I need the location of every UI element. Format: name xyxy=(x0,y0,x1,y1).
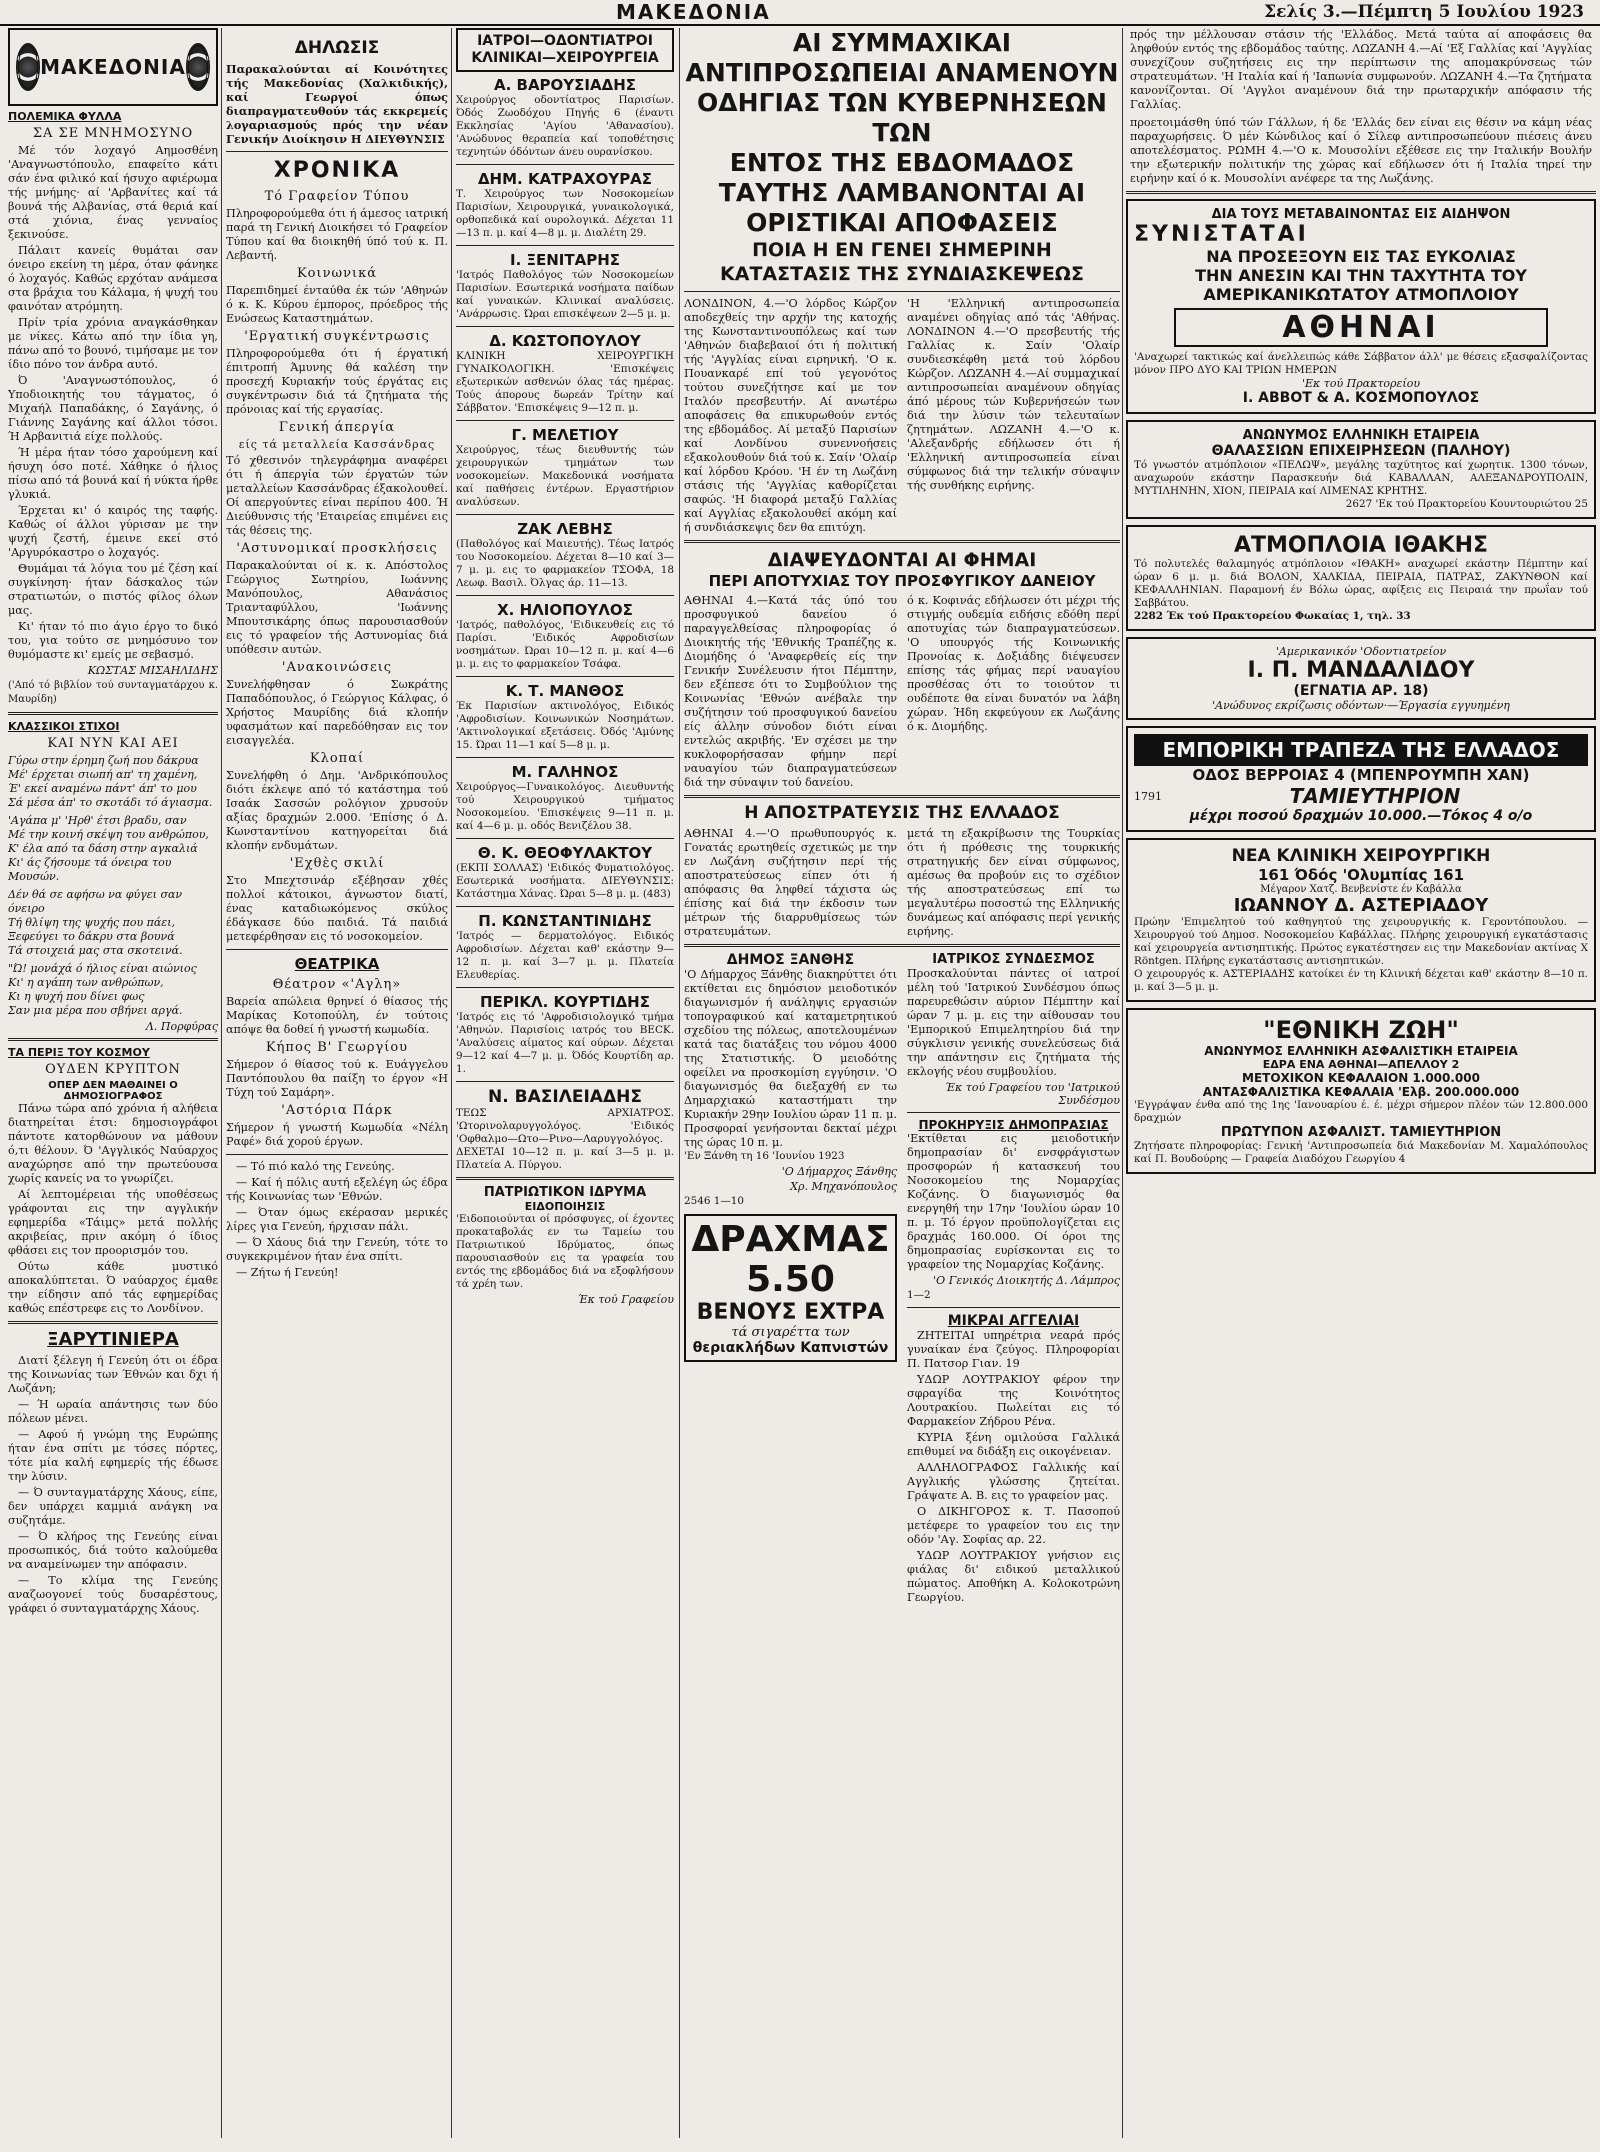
doctor-name: Α. ΒΑΡΟΥΣΙΑΔΗΣ xyxy=(493,76,637,94)
notice-reference: 2546 1—10 xyxy=(684,1195,744,1207)
ad-text: ΑΝΩΝΥΜΟΣ ΕΛΛΗΝΙΚΗ ΑΣΦΑΛΙΣΤΙΚΗ ΕΤΑΙΡΕΙΑ xyxy=(1204,1044,1518,1058)
doctor-details: 'Ιατρός Παθολόγος τών Νοσοκομείων Παρισίων. Εσωτερικά νοσήματα παίδων καί γυναικών. Κλινικαί αναλύσεις. 'Ανάρρωσις. Ώραι επισκέψεων 2—5 μ. μ. xyxy=(456,269,674,320)
column-4 xyxy=(684,28,1120,1607)
notice-body: 'Ο Δήμαρχος Ξάνθης διακηρύττει ότι εκτίθεται εις δημόσιον μειοδοτικόν διαγωνισμόν ή ανάληψις εργασιών τοπογραφικού καί καταμετρητικού σχεδίου της πόλεως, αποτελουμένων κατά τας διατάξεις του νόμου 4000 της Στατιστικής. Ό μειοδότης οφείλει να προσκομίση εγγύησιν. 'Ο διαγωνισμός θα διεξαχθή εν τω Δημαρχιακώ καταστήματι την Κυριακήν 29ην Ιουλίου ώραν 11 π. μ. Προσφοραί γενήσονται δεκταί μέχρι της ώρας 10 π. μ. xyxy=(684,968,897,1149)
ad-text: Μέγαρον Χατζ. Βενβενίστε έν Καβάλλα xyxy=(1260,884,1462,895)
poem-title: ΚΑΙ ΝΥΝ ΚΑΙ ΑΕΙ xyxy=(47,736,179,751)
ad-title: ΤΑΜΙΕΥΤΗΡΙΟΝ xyxy=(1289,784,1461,808)
doctor-details: Χειρούργος, τέως διευθυντής τών χειρουργικών τμημάτων των νοσοκομείων. Μακεδονικά νοσήματα καί παθήσεις έντέρων. Εργαστήριον αναλύσεων. xyxy=(456,444,674,508)
ad-text: ΝΑ ΠΡΟΣΕΞΟΥΝ ΕΙΣ ΤΑΣ ΕΥΚΟΛΙΑΣ xyxy=(1206,247,1516,266)
divider xyxy=(456,1081,674,1082)
divider xyxy=(456,838,674,839)
ithaki-ad xyxy=(1126,525,1596,631)
article-subtitle: ΟΠΕΡ ΔΕΝ ΜΑΘΑΙΝΕΙ Ο ΔΗΜΟΣΙΟΓΡΑΦΟΣ xyxy=(48,1080,178,1102)
main-subheadline: ΠΟΙΑ Η ΕΝ ΓΕΝΕΙ ΣΗΜΕΡΙΝΗ ΚΑΤΑΣΤΑΣΙΣ ΤΗΣ ΣΥΝΔΙΑΣΚΕΨΕΩΣ xyxy=(720,239,1084,285)
notice-signature: 'Ο Γενικός Διοικητής Δ. Λάμπρος xyxy=(933,1274,1120,1287)
column-3 xyxy=(456,28,674,1308)
section-label: ΠΟΛΕΜΙΚΑ ΦΥΛΛΑ xyxy=(8,110,122,123)
notice-title: ΙΑΤΡΙΚΟΣ ΣΥΝΔΕΣΜΟΣ xyxy=(932,952,1095,967)
news-body: Στο Μπεχτσινάρ εξέβησαν χθές πολλοί κάτοικοι, άγνωστον διατί, ένας καταδιωκόμενος σκύλος έδάγκασε δύο παιδιά. Τά παιδιά μετεφέρθησαν εις τό νοσοκομείον. xyxy=(226,874,448,943)
ad-text: ΜΕΤΟΧΙΚΟΝ ΚΕΦΑΛΑΙΟΝ 1.000.000 xyxy=(1242,1071,1480,1085)
news-subhead: 'Εχθὲς σκιλί xyxy=(289,856,385,871)
divider xyxy=(907,1112,1120,1113)
ad-text: θεριακλήδων Καπνιστών xyxy=(692,1340,889,1356)
divider xyxy=(456,164,674,165)
article-column: ΛΟΝΔΙΝΟΝ, 4.—'Ο λόρδος Κώρζον αποδεχθείς την αρχήν της κατοχής της Κωνσταντινουπόλεως καί των 'Αθηνών διαβεβαιοί ότι ή πολιτική τής 'Αγγλίας είναι ειρηνική. 'Ο κ. Πουανκαρέ επί τού γεγονότος τούτου συνεζήτησε καί με τον Ιταλόν πρεσβευτήν. Αί ανωτέρω αποφάσεις θα επικυρωθούν εντός της εβδομάδος. Αί μεταξύ Παρισίων καί Λονδίνου συνεννοήσεις εξακολουθούν διά τού κ. Σαίν 'Ολαίρ καί λόρδου Κρόου. 'Η έν τη Λωζάνη στάσις τής 'Αγγλίας καθορίζεται σαφώς. 'Η διαφορά μεταξύ Γαλλίας καί Αγγλίας εξακολουθεί ακόμη καί ή συνδιάσκεψις δεν θα επιτύχη. xyxy=(684,297,897,534)
poem-author: Λ. Πορφύρας xyxy=(145,1020,218,1033)
divider xyxy=(456,420,674,421)
doctor-details: Χειρούργος οδοντίατρος Παρισίων. Όδός Ζωοδόχου Πηγής 6 (έναντι Εκκλησίας 'Αγίου 'Αθανασίου). 'Ανώδυνος θεραπεία καί τοποθέτησις τεχνητών όδόντων άνευ ουρανίσκου. xyxy=(456,94,674,158)
demobilization-article xyxy=(684,827,1120,939)
doctor-details: 'Ιατρός — δερματολόγος. Ειδικός Αφροδισίων. Δέχεται καθ' εκάστην 9—12 π. μ. καί 3—7 μ. μ. Πλατεία Ελευθερίας. xyxy=(456,930,674,981)
ad-text: 2627 'Εκ τού Πρακτορείου Κουντουριώτου 25 xyxy=(1345,498,1588,510)
article-headline: ΔΙΑΨΕΥΔΟΝΤΑΙ ΑΙ ΦΗΜΑΙ xyxy=(767,549,1037,571)
article-note: ('Από τό βιβλίον τού συνταγματάρχου κ. Μαυρίδη) xyxy=(8,680,218,705)
logo-title: ΜΑΚΕΔΟΝΙΑ xyxy=(40,55,186,79)
divider xyxy=(8,1038,218,1041)
article-column: ό κ. Κοφινάς εδήλωσεν ότι μέχρι τής στιγμής ουδεμία ειδήσις εδόθη περί αποτυχίας τών διαπραγματεύσεων. 'Ο υπουργός τής Κοινωνικής Προνοίας κ. Δοξιάδης διέψευσεν επίσης τάς φήμας περί ναυαγίου προσθέσας ότι το τοιούτον τι ουδέποτε θα είναι δυνατόν να λάβη χώραν. Ήδη εκφεύγουν εκ Λωζάνης ό κ. Διομήδης. xyxy=(907,594,1120,733)
main-article xyxy=(684,297,1120,535)
shipping-company-ad xyxy=(1126,420,1596,519)
main-headline: ΑΙ ΣΥΜΜΑΧΙΚΑΙ ΑΝΤΙΠΡΟΣΩΠΕΙΑΙ ΑΝΑΜΕΝΟΥΝ ΟΔΗΓΙΑΣ ΤΩΝ ΚΥΒΕΡΝΗΣΕΩΝ ΤΩΝ xyxy=(685,28,1119,147)
divider xyxy=(226,1154,448,1155)
divider xyxy=(8,712,218,715)
ad-text: ΕΔΡΑ ΕΝΑ ΑΘΗΝΑΙ—ΑΠΕΛΛΟΥ 2 xyxy=(1262,1058,1460,1071)
divider xyxy=(456,326,674,327)
doctor-name: Γ. ΜΕΛΕΤΙΟΥ xyxy=(511,426,619,444)
ad-text: 'Ανώδυνος εκρίζωσις οδόντων·—Έργασία εγγυημένη xyxy=(1212,699,1510,712)
article-column: πρός την μέλλουσαν στάσιν τής 'Ελλάδος. Μετά ταύτα αί αποφάσεις θα ληφθούν εντός της εβδομάδος ταύτης. ΛΩΖΑΝΗ 4.—Αί 'Εξ Γαλλίας καί 'Αγγλίας συνεχίζουν συζητήσεις εις την περίπτωσιν της απομακρύνσεως τών στρατευμάτων. 'Η Ιταλία καί ή 'Ιαπωνία συμφωνούν. ΛΩΖΑΝΗ 4.—Τα ζητήματα κανονίζονται. Οί 'Αγγλοι αναμένουν διά την πρωταρχικήν απόφασιν τής Γαλλίας. xyxy=(1130,28,1592,111)
doctor-name: Χ. ΗΛΙΟΠΟΥΛΟΣ xyxy=(497,601,633,619)
section-title: ΘΕΑΤΡΙΚΑ xyxy=(294,955,380,973)
ad-title: Ι. Π. ΜΑΝΔΑΛΙΔΟΥ xyxy=(1247,658,1475,683)
section-label: ΚΛΑΣΣΙΚΟΙ ΣΤΙΧΟΙ xyxy=(8,720,120,733)
doctor-name: Θ. Κ. ΘΕΟΦΥΛΑΚΤΟΥ xyxy=(477,844,653,862)
doctor-name: Π. ΚΩΝΣΤΑΝΤΙΝΙΔΗΣ xyxy=(478,912,652,930)
article-subheadline: ΠΕΡΙ ΑΠΟΤΥΧΙΑΣ ΤΟΥ ΠΡΟΣΦΥΓΙΚΟΥ ΔΑΝΕΙΟΥ xyxy=(708,572,1096,590)
notice-body: Προσκαλούνται πάντες οί ιατροί μέλη τού 'Ιατρικού Συνδέσμου όπως παρευρεθώσιν αύριον Πέμπτην καί ώραν 7 μ. μ. εις την αίθουσαν του 'Εμπορικού Επιμελητηρίου διά την σύγκλισιν γενικής συνελεύσεως διά την απάντησιν εις ζητήματα τής εκλογής νέου συμβουλίου. xyxy=(907,967,1120,1078)
notice-title: ΔΗΛΩΣΙΣ xyxy=(294,38,380,58)
ad-reference: 1791 xyxy=(1134,789,1162,803)
article-column: 'Η 'Ελληνική αντιπροσωπεία αναμένει οδηγίας από τάς 'Αθήνας. ΛΟΝΔΙΝΟΝ 4.—'Ο πρεσβευτής τής Γαλλίας κ. Σαίν 'Ολαίρ συνδιεσκέφθη μετά τού λόρδου Κώρζον. ΛΩΖΑΝΗ 4.—Αί συμμαχικαί αντιπροσωπείαι αναμένουν οδηγίας άπό μέρους τών Κυβερνήσεών των διά την λύσιν τών τελευταίων ζητημάτων. ΛΩΖΑΝΗ 4.—'Ο κ. 'Αλεξανδρής εδήλωσεν ότι ή 'Ελληνική αντιπροσωπεία είναι σύμφωνος διά την τελικήν σύναψιν τής συνθήκης ειρήνης. xyxy=(907,297,1120,492)
ad-title: ΘΑΛΑΣΣΙΩΝ ΕΠΙΧΕΙΡΗΣΕΩΝ (ΠΑΛΗΟΥ) xyxy=(1211,443,1511,459)
doctor-listing xyxy=(456,76,674,1172)
notice-subtitle: ΕΙΔΟΠΟΙΗΣΙΣ xyxy=(524,1200,606,1213)
article-column: μετά τη εξακρίβωσιν της Τουρκίας ότι ή πρόθεσις της τουρκικής στρατηγικής δεν είναι σύμφωνος, αμέσως θα προβούν εις το σχέδιον τής αποστρατεύσεως επί τω μεγαλυτέρω ποσοστώ της Ελληνικής δυνάμεως καί απόφασις περί γενικής ειρήνης. xyxy=(907,827,1120,938)
news-body: Συνελήφθη ό Δημ. 'Ανδρικόπουλος διότι έκλεψε από τό κατάστημα τού Ισαάκ Σασσών ρολόγιον χρυσούν αξίας δραχμών 2.000. 'Επίσης ό Δ. Κωνσταντίνου κατηγορείται διά κλοπήν ενδυμάτων. xyxy=(226,769,448,852)
news-subhead: Θέατρον «'Αγλη» xyxy=(272,977,402,992)
news-body: Παρακαλούνται οί κ. κ. Απόστολος Γεώργιος Σωτηρίου, Ιωάννης Μανόπουλος, Αθανάσιος Τριανταφύλλου, 'Ιωάννης Μπουτσικάρης όπως παρουσιασθούν εις τό γραφείον τής Αστυνομίας διά υπόθεσιν αυτών. xyxy=(226,559,448,656)
news-body: Σήμερον ό θίασος τού κ. Ευάγγελου Παντόπουλου θα παίξη το έργον «Η Τύχη τού Σαμάρη». xyxy=(226,1058,448,1099)
doctor-details: (Παθολόγος καί Μαιευτής). Τέως Ιατρός του Νοσοκομείου. Δέχεται 8—10 καί 3—7 μ. μ. εις το φαρμακείον ΤΣΟΦΑ, 18 Λεωφ. Βασιλ. Όλγας άρ. 11—13. xyxy=(456,538,674,589)
poem-body: Γύρω στην έρημη ζωή που δάκρυα Μέ' έρχεται σιωπή απ' τη χαμένη, Έ' εκεί αναμένω πάντ' άπ' το μου Σά μέσα άπ' το σκοτάδι τό άγιασμα. 'Αγάπα μ' 'Ηρθ' έτσι βραδυ, σαν Μέ την κοινή σκέψη του ανθρώπου, Κ' έλα από τα δάση στην αγκαλιά Κι' άς ζήσουμε τά όνειρα του Μουσών. Δέν θά σε αφήσω να φύγει σαν όνειρο Τή θλίψη της ψυχής που πάει, Ξεφεύγει το δάκρυ στα βουνά Τά στοιχειά μας στα σκοτεινά. "Ώ! μονάχά ό ήλιος είναι αιώνιος Κι' η αγάπη των ανθρώπων, Κι η ψυχή που δίνει φως Σαν μια μέρα που σβήνει αργά. xyxy=(8,754,213,1017)
divider xyxy=(456,906,674,907)
ad-title: ΣΥΝΙΣΤΑΤΑΙ xyxy=(1134,222,1309,247)
article-title: ΞΑΡΥΤΙΝΙΕΡΑ xyxy=(47,1329,179,1350)
doctor-details: ΚΛΙΝΙΚΗ ΧΕΙΡΟΥΡΓΙΚΗ ΓΥΝΑΙΚΟΛΟΓΙΚΗ. 'Επισκέψεις εξωτερικών ασθενών όλας τάς ημέρας. Τούς άπορους δωρεάν Τρίτην καί Σάββατον. 'Επισκέψεις 9—12 π. μ. xyxy=(456,350,674,414)
lower-notices xyxy=(684,952,1120,1607)
ship-ad-athinai xyxy=(1126,199,1596,414)
news-body: Συνελήφθησαν ό Σωκράτης Παπαδόπουλος, ό Γεώργιος Κάλφας, ό Χρήστος Μαυρίδης διά κλοπήν υφασμάτων καί παρεδόθησαν εις τον εισαγγελέα. xyxy=(226,678,448,747)
article-body: Διατί ξέλεγη ή Γενεύη ότι οι έδρα της Κοινωνίας των Έθνών και δχι ή Λωζάνη; — Ή ωραία απάντησις των δύο πόλεων μένει. — Αφού ή γνώμη της Ευρώπης ήταν ένα σπίτι με τόσες πόρτες, τότε μία καλή εφημερίς τής έδωσε την λύσιν. — Ό συνταγματάρχης Χάους, είπε, δεν υπάρχει καμμιά ανάγκη να συζητάμε. — Ό κλήρος της Γενεύης είναι προσωπικός, διά τούτο καλούμεθα να αναμείνωμεν την απόφασιν. — Το κλίμα της Γενεύης αναζωογονεί τούς δυσαρέστους, γράφει ό συνταγματάρχης Χάους. xyxy=(8,1354,218,1615)
ad-text: 'Εκ τού Πρακτορείου xyxy=(1301,377,1421,390)
news-subhead: 'Ανακοινώσεις xyxy=(281,660,393,675)
news-subhead: Κλοπαί xyxy=(309,751,365,766)
article-title: ΣΑ ΣΕ ΜΝΗΜΟΣΥΝΟ xyxy=(32,126,194,141)
article-body: — Τό πιό καλό της Γενεύης. — Καί ή πόλις αυτή εξελέγη ώς έδρα τής Κοινωνίας των 'Εθνών. — Όταν όμως εκέρασαν μερικές λίρες για Γενεύη, ήρχισαν πάλι. — Ό Χάους διά την Γενεύη, τότε το συγκεκριμένον ήταν ένα σπίτι. — Ζήτω ή Γενεύη! xyxy=(226,1160,448,1279)
news-body: Παρεπιδημεί ένταύθα έκ τών 'Αθηνών ό κ. Κ. Κύρου έμπορος, πρόεδρος τής Ενώσεως Καταστημάτων. xyxy=(226,284,448,325)
ad-text: (ΕΓΝΑΤΙΑ ΑΡ. 18) xyxy=(1293,683,1429,699)
insurance-ad xyxy=(1126,1008,1596,1174)
doctor-name: Ι. ΞΕΝΙΤΑΡΗΣ xyxy=(510,251,620,269)
ad-title: ΑΝΩΝΥΜΟΣ ΕΛΛΗΝΙΚΗ ΕΤΑΙΡΕΙΑ xyxy=(1242,428,1480,443)
divider xyxy=(456,757,674,758)
news-body: Σήμερον ή γνωστή Κωμωδία «Νέλη Ραφέ» διά χορού έργων. xyxy=(226,1121,448,1148)
column-2 xyxy=(226,28,448,1282)
divider xyxy=(226,151,448,152)
ad-text: 'Αναχωρεί τακτικώς καί άνελλειπώς κάθε Σάββατον άλλ' με θέσεις εξασφαλίζοντας μόνον ΠΡΟ ΔΥΟ ΚΑΙ ΤΡΙΩΝ ΗΜΕΡΩΝ xyxy=(1134,351,1588,376)
doctor-name: Κ. Τ. ΜΑΝΘΟΣ xyxy=(505,682,625,700)
news-subhead: 'Αστόρια Πάρκ xyxy=(281,1103,393,1118)
ad-text: Ζητήσατε πληροφορίας: Γενική 'Αντιπροσωπεία διά Μακεδονίαν Μ. Χαμαλόπουλος καί Π. Βουδούρης — Γραφεία Διαδόχου Γεωργίου 4 xyxy=(1134,1140,1588,1165)
ad-text: Πρώην 'Επιμελητού τού καθηγητού της χειρουργικής κ. Γεροντόπουλου. —Χειρουργού τού Δημοσ. Νοσοκομείου Καβάλλας. Πλήρης χειρουργική εγκατάστασις καί χειρουργεία αντισηπτικής. Πρώτος εγκατέστησεν εις την Μακεδονίαν ακτίνας Χ Röntgen. Πλήρης εγκατάστασις αντισηπτικών. xyxy=(1134,916,1588,967)
column-1 xyxy=(8,28,218,1618)
ad-title: ΝΕΑ ΚΛΙΝΙΚΗ ΧΕΙΡΟΥΡΓΙΚΗ xyxy=(1231,846,1491,866)
doctors-header: ΙΑΤΡΟΙ—ΟΔΟΝΤΙΑΤΡΟΙ ΚΛΙΝΙΚΑΙ—ΧΕΙΡΟΥΡΓΕΙΑ xyxy=(456,28,674,72)
doctor-details: 'Ιατρός εις τό 'Αφροδισιολογικό τμήμα 'Αθηνών. Παρισίοις ιατρός του BECK. 'Αναλύσεις αίματος καί ούρων. Δέχεται 9—12 καί 4—7 μ. μ. Όδός Κουρτίδη αρ. 1. xyxy=(456,1011,674,1075)
ad-text: ΤΗΝ ΑΝΕΣΙΝ ΚΑΙ ΤΗΝ ΤΑΧΥΤΗΤΑ ΤΟΥ xyxy=(1195,266,1527,285)
section-title: ΧΡΟΝΙΚΑ xyxy=(273,158,401,183)
emblem-icon xyxy=(16,43,40,91)
cigarette-ad xyxy=(684,1214,897,1362)
news-subhead: είς τά μεταλλεία Κασσάνδρας xyxy=(238,438,436,451)
denial-article xyxy=(684,594,1120,790)
divider xyxy=(684,291,1120,292)
news-subhead: Τό Γραφείον Τύπου xyxy=(264,189,410,204)
divider xyxy=(456,1177,674,1180)
ad-price: ΔΡΑΧΜΑΣ 5.50 xyxy=(691,1219,890,1300)
article-headline: Η ΑΠΟΣΤΡΑΤΕΥΣΙΣ ΤΗΣ ΕΛΛΑΔΟΣ xyxy=(744,803,1060,823)
ad-text: ΠΡΩΤΥΠΟΝ ΑΣΦΑΛΙΣΤ. ΤΑΜΙΕΥΤΗΡΙΟΝ xyxy=(1220,1125,1502,1140)
news-subhead: Κοινωνικά xyxy=(296,266,378,281)
divider xyxy=(456,595,674,596)
masthead-name: ΜΑΚΕΔΟΝΙΑ xyxy=(616,0,771,24)
article-body: Μέ τόν λοχαγό Αημοσθένη 'Αναγνωστόπουλο, επαφείτο κάτι σάν ένα φιλικό καί ήσυχο αφιέρωμα τής μνήμης· αί 'Αρβανίτες καί τά βουνά τής Αλβανίας, στά θεριά καί στά χιόνια, ένας γενναίος ξεκινούσε. Πάλαιτ κανείς θυμάται σαν όνειρο εκείνη τη μέρα, όταν φάνηκε ό λοχαγός. Καθώς ερχόταν ανάμεσα στα βράχια του Κάλαμα, ή ψυχή του φαινόταν ατρόμητη. Πρίν τρία χρόνια αναγκάσθηκαν με νίκες. Κάτω από την ίδια γη, πάνω από το βουνό, τιμήσαμε με τον ίδιο πόνο τον άνδρα αυτό. Ό 'Αναγνωστόπουλος, ό Υποδιοικητής του τάγματος, ό Μιχαήλ Παπαδάκης, ό Σαγάνης, ό Γιάννης Σαγάνης καί άλλοι τόσοι. Ή Αρβανιτιά είχε πολλούς. Ή μέρα ήταν τόσο χαρούμενη καί ήσυχη όσο ποτέ. Χάθηκε ό ήλιος πίσω από τά βουνά καί ή νύκτα ήρθε γλυκιά. Έρχεται κι' ό καιρός της ταφής. Καθώς οί άλλοι γύρισαν με την ψυχή ζεστή, έμεινε εκεί στό 'Αργυρόκαστρο ο λοχαγός. Θυμάμαι τά λόγια του μέ ζέση καί συγκίνηση· ήταν δάσκαλος τών στρατιωτών, ο πιστός φίλος όλων μας. Κι' ήταν τό πιο άγιο έργο το δικό του, για τούτο σε μνημόσυνο τον θυμόμαστε κι' εμείς με σεβασμό. xyxy=(8,144,218,661)
notice-signature: 'Ο Δήμαρχος Ξάνθης xyxy=(781,1165,897,1178)
news-body: Τό χθεσινόν τηλεγράφημα αναφέρει ότι ή άπεργία τών έργατών τών μεταλλείων Κασσάνδρας έξακολουθεί. Οί απεργούντες είναι περίπου 400. Ή Διεύθυνσις τής 'Εταιρείας επιμένει εις τάς θέσεις της. xyxy=(226,454,448,537)
ad-text: Τό πολυτελές θαλαμηγός ατμόπλοιον «ΙΘΑΚΗ» αναχωρεί εκάστην Πέμπτην καί ώραν 6 μ. μ. διά ΒΟΛΟΝ, ΧΑΛΚΙΔΑ, ΠΕΙΡΑΙΑ, ΠΑΤΡΑΣ, ΖΑΚΥΝΘΟΝ καί ΚΕΦΑΛΛΗΝΙΑΝ. Παραμονή έν Βόλω ώρας, αφίξεις εις Πειραιά την πρωΐαν τού Σαββάτου. xyxy=(1134,558,1588,609)
doctor-details: ΤΕΩΣ ΑΡΧΙΑΤΡΟΣ. 'Ωτορινολαρυγγολόγος. 'Ειδικός 'Οφθαλμο—Ωτο—Ρινο—Λαρυγγολόγος. ΔΕΧΕΤΑΙ 10—12 π. μ. καί 3—5 μ. μ. Πλατεία Α. Πύργου. xyxy=(456,1107,674,1171)
notice-title: ΠΑΤΡΙΩΤΙΚΟΝ ΙΔΡΥΜΑ xyxy=(483,1185,647,1200)
ad-text: ΟΔΟΣ ΒΕΡΡΟΙΑΣ 4 (ΜΠΕΝΡΟΥΜΠΗ ΧΑΝ) xyxy=(1192,766,1530,784)
ad-text: ΑΝΤΑΣΦΑΛΙΣΤΙΚΑ ΚΕΦΑΛΑΙΑ 'Ελβ. 200.000.000 xyxy=(1202,1085,1520,1099)
news-body: Βαρεία απώλεια θρηνεί ό θίασος τής Μαρίκας Κοτοπούλη, έν τούτοις απόψε θα δοθεί ή γνωστή κωμωδία. xyxy=(226,995,448,1036)
article-column: ΑΘΗΝΑΙ 4.—Κατά τάς ύπό του προσφυγικού δανείου ό παραγγελθείσας πληροφορίας ό Διοικητής τής 'Εθνικής Τραπέζης κ. Διομήδης ό 'Αναφερθείς είς την Γενικήν Συνέλευσιν ήτοι Πέμπτην, δεν εξέπεσε ότι το Συμβούλιον της Κοινωνίας 'Εθνών ανέβαλε την συζήτησιν τού προσφυγικού δανείου είς άλλην σύνοδον διότι είναι εντελώς ακριβής. 'Εν σχέσει με την κυκλοφορήσασαν φήμην περί ναυαγίου τών διαπραγματεύσεων διά την σύναψιν τού δανείου. xyxy=(684,594,897,789)
divider xyxy=(456,676,674,677)
masthead-date: Σελίς 3.—Πέμπτη 5 Ιουλίου 1923 xyxy=(1264,2,1584,22)
ship-name: ΑΘΗΝΑΙ xyxy=(1174,308,1548,347)
ad-title: ΕΜΠΟΡΙΚΗ ΤΡΑΠΕΖΑ ΤΗΣ ΕΛΛΑΔΟΣ xyxy=(1134,734,1588,766)
article-body: Πάνω τώρα από χρόνια ή αλήθεια διατηρείται έτσι: δημοσιογράφοι πάντοτε κατορθώνουν να μάθουν ό,τι θέλουν. Ό 'Αγγλικός Ναύαρχος αναχώρησε από την πρωτεύουσα χωρίς κανείς να το γνωρίζει. Αί λεπτομέρειαι τής υποθέσεως γράφονται εις την αγγλικήν εφημερίδα «Τάιμς» μετά πολλής ακριβείας, πριν ακόμη ό ίδιος φθάσει εις τον προορισμόν του. Ούτω κάθε μυστικό αποκαλύπτεται. Ό ναύαρχος έμαθε την είδησιν από τάς εφημερίδας καθώς επέστρεφε εις το Λονδίνον. xyxy=(8,1102,218,1315)
section-label: ΤΑ ΠΕΡΙΞ ΤΟΥ ΚΟΣΜΟΥ xyxy=(8,1046,150,1059)
article-column: προετοιμάσθη ύπό τών Γάλλων, ή δε 'Ελλάς δεν είναι εις θέσιν να κάμη νέας παραχωρήσεις. Ό μέν Κώνδιλος καί ό Σίλεφ αντιπροσωπεύουν πιέσεις άνευ αποτελέσματος. ΡΩΜΗ 4.—'Ο κ. Μουσολίνι εξέθεσε εις την Ιταλικήν Βουλήν την εξωτερικήν πολιτικήν της χώρας καί εδήλωσεν ότι ή Ιταλία τηρεί την ειρήνην καί ό κ. Μουσολίνι ανέφερε τα της Λωζάνης. xyxy=(1130,116,1592,185)
logo-banner xyxy=(8,28,218,106)
ad-text: μέχρι ποσού δραχμών 10.000.—Τόκος 4 ο/ο xyxy=(1189,808,1533,824)
ad-text: ΑΜΕΡΙΚΑΝΙΚΩΤΑΤΟΥ ΑΤΜΟΠΛΟΙΟΥ xyxy=(1203,285,1519,304)
notice-signature: Έκ τού Γραφείου του 'Ιατρικού Συνδέσμου xyxy=(945,1081,1120,1107)
column-divider xyxy=(679,28,680,2138)
ad-text: Ο χειρουργός κ. ΑΣΤΕΡΙΑΔΗΣ κατοίκει έν τη Κλινική δέχεται καθ' εκάστην 8—10 π. μ. καί 3—5 μ. μ. xyxy=(1134,968,1588,993)
doctor-details: Έκ Παρισίων ακτινολόγος, Ειδικός 'Αφροδισίων. Κοινωνικών Νοσημάτων. 'Ακτινολογικαί εξετάσεις. Όδός 'Αμύνης 15. Ώραι 11—1 καί 5—8 μ. μ. xyxy=(456,700,674,751)
ad-text: τά σιγαρέττα των xyxy=(731,1325,850,1340)
notice-title: ΠΡΟΚΗΡΥΞΙΣ ΔΗΜΟΠΡΑΣΙΑΣ xyxy=(918,1118,1109,1132)
divider xyxy=(456,514,674,515)
divider xyxy=(226,949,448,950)
divider xyxy=(456,987,674,988)
doctor-details: Χειρούργος—Γυναικολόγος. Διευθυντής τού Χειρουργικού τμήματος Νοσοκομείου. 'Επισκέψεις 9—11 π. μ. καί 4—6 μ. μ. οδός Βενιζέλου 38. xyxy=(456,781,674,832)
doctor-details: 'Ιατρός, παθολόγος, 'Ειδικευθείς εις τό Παρίσι. 'Ειδικός Αφροδισίων νοσημάτων. Ώραι 10—12 π. μ. καί 4—6 μ. μ. εις το φαρμακείον Τσάφα. xyxy=(456,619,674,670)
doctor-name: ΠΕΡΙΚΛ. ΚΟΥΡΤΙΔΗΣ xyxy=(480,993,650,1011)
article-title: ΟΥΔΕΝ ΚΡΥΠΤΟΝ xyxy=(45,1062,181,1077)
emblem-icon xyxy=(186,43,210,91)
masthead xyxy=(0,0,1600,26)
ad-text: 'Εγγράψαν ένθα από της 1ης 'Ιανουαρίου έ. έ. μέχρι σήμερον πλέον τών 12.800.000 δραχμών xyxy=(1134,1099,1588,1124)
divider xyxy=(684,795,1120,798)
doctor-name: ΖΑΚ ΛΕΒΗΣ xyxy=(517,520,613,538)
classifieds-title: ΜΙΚΡΑΙ ΑΓΓΕΛΙΑΙ xyxy=(947,1313,1080,1329)
ad-text: 161 Όδός 'Ολυμπίας 161 xyxy=(1257,866,1465,884)
bank-ad xyxy=(1126,726,1596,832)
divider xyxy=(456,245,674,246)
main-headline: ΕΝΤΟΣ ΤΗΣ ΕΒΔΟΜΑΔΟΣ ΤΑΥΤΗΣ ΛΑΜΒΑΝΟΝΤΑΙ ΑΙ ΟΡΙΣΤΙΚΑΙ ΑΠΟΦΑΣΕΙΣ xyxy=(718,148,1086,237)
dentist-ad xyxy=(1126,637,1596,720)
news-subhead: 'Αστυνομικαί προσκλήσεις xyxy=(236,541,438,556)
notice-date: 'Εν Ξάνθη τη 16 'Ιουνίου 1923 xyxy=(684,1150,845,1162)
notice-signature: Έκ τού Γραφείου xyxy=(577,1293,674,1306)
divider xyxy=(684,944,1120,947)
article-column: ΑΘΗΝΑΙ 4.—'Ο πρωθυπουργός κ. Γονατάς ερωτηθείς σχετικώς με την εν Λωζάνη συζήτησιν περί τής αποστρατεύσεως είπεν ότι ή απόφασις θα ληφθεί τάχιστα ώς έπίσης καί διά την έκδοσιν των μέτρων τής διαρρυθμίσεως τών στρατευμάτων. xyxy=(684,827,897,938)
ad-label: ΔΙΑ ΤΟΥΣ ΜΕΤΑΒΑΙΝΟΝΤΑΣ ΕΙΣ ΑΙΔΗΨΟΝ xyxy=(1211,207,1511,222)
notice-reference: 1—2 xyxy=(907,1289,931,1301)
doctor-name: Δ. ΚΩΣΤΟΠΟΥΛΟΥ xyxy=(489,332,641,350)
notice-signature: Χρ. Μηχανόπουλος xyxy=(790,1180,897,1193)
divider xyxy=(1126,191,1596,194)
agency-name: Ι. ABBOT & A. ΚΟΣΜΟΠΟΥΛΟΣ xyxy=(1242,390,1480,406)
doctor-details: Τ. Χειρούργος των Νοσοκομείων Παρισίων, Χειρουργικά, γυναικολογικά, ορθοπεδικά καί ουρολογικά. Δέχεται 11—13 π. μ. καί 4—8 μ. μ. Διαλέτη 29. xyxy=(456,188,674,239)
divider xyxy=(684,540,1120,543)
ad-title: "ΕΘΝΙΚΗ ΖΩΗ" xyxy=(1263,1016,1459,1044)
divider xyxy=(8,1321,218,1324)
news-subhead: Γενική άπεργία xyxy=(278,420,396,435)
ad-text: Τό γνωστόν ατμόπλοιον «ΠΕΛΩΨ», μεγάλης ταχύτητος καί χωρητικ. 1300 τόνων, αναχωρούν εκάστην Παρασκευήν διά ΚΑΒΑΛΛΑΝ, ΑΛΕΞΑΝΔΡΟΥΠΟΛΙΝ, ΜΥΤΙΛΗΝΗΝ, ΧΙΟΝ, ΠΕΙΡΑΙΑ καί ΛΙΜΕΝΑΣ ΚΡΗΤΗΣ. xyxy=(1134,459,1588,497)
news-subhead: 'Εργατική συγκέντρωσις xyxy=(244,329,430,344)
notice-body: 'Εκτίθεται εις μειοδοτικήν δημοπρασίαν δι' ενσφράγιστων προσφορών ή κατασκευή του Νοσοκομείου της Νομαρχίας Κοζάνης. Ό διαγωνισμός θα ενεργηθή την 17ην 'Ιουλίου ώραν 10 π. μ. Τό έργον προϋπολογίζεται εις δραχμάς 160.000. Οί όροι της δημοπρασίας ευρίσκονται εις το γραφείον της Νομαρχίας Κοζάνης. xyxy=(907,1132,1120,1271)
doctor-name: N. ΒΑΣΙΛΕΙΑΔΗΣ xyxy=(488,1087,642,1107)
notice-body: 'Ειδοποιούνται οί πρόσφυγες, οί έχοντες προκαταβολάς εν τω Ταμείω του Πατριωτικού Ιδρύματος, όπως παρουσιασθούν εις τα γραφεία του εντός της εβδομάδος διά να εξοφλήσουν τά χρέη των. xyxy=(456,1213,674,1290)
right-notices xyxy=(907,952,1120,1607)
author-signature: ΚΩΣΤΑΣ ΜΙΣΑΗΛΙΔΗΣ xyxy=(87,664,218,677)
municipality-notice xyxy=(684,952,897,1607)
news-body: Πληροφορούμεθα ότι ή άμεσος ιατρική παρά τη Γενική Διοικήσει τό Γραφείον Τύπου καί θα διοικηθή ύπό τού κ. Π. Λεβαντή. xyxy=(226,207,448,262)
doctor-name: ΔΗΜ. ΚΑΤΡΑΧΟΥΡΑΣ xyxy=(477,170,653,188)
divider xyxy=(907,1307,1120,1308)
news-subhead: Κήπος Β' Γεωργίου xyxy=(265,1040,409,1055)
doctor-name: Μ. ΓΑΛΗΝΟΣ xyxy=(511,763,619,781)
column-divider xyxy=(221,28,222,2138)
classifieds-list: ΖΗΤΕΙΤΑΙ υπηρέτρια νεαρά πρός γυναίκαν ένα ζεύγος. Πληροφορίαι Π. Πατσορ Γιαν. 19 ΥΔΩΡ ΛΟΥΤΡΑΚΙΟΥ φέρον την σφραγίδα της Κοινότητος Λουτρακίου. Πωλείται εις τό Φαρμακείον Ζήδρου Ρένα. ΚΥΡΙΑ ξένη ομιλούσα Γαλλικά επιθυμεί να διδάξη εις οικογένειαν. ΑΛΛΗΛΟΓΡΑΦΟΣ Γαλλικής καί Αγγλικής γλώσσης ζητείται. Γράψατε Α. Β. εις το γραφείον μας. Ο ΔΙΚΗΓΟΡΟΣ κ. Τ. Πασοπού μετέφερε το γραφείον του εις την οδόν 'Αγ. Σοφίας αρ. 22. ΥΔΩΡ ΛΟΥΤΡΑΚΙΟΥ γνήσιον εις φιάλας δι' ειδικού μεταλλικού πώματος. Αποθήκη Α. Κολοκοτρώνη Γεωργίου. xyxy=(907,1329,1120,1604)
ad-title: ΙΩΑΝΝΟΥ Δ. ΑΣΤΕΡΙΑΔΟΥ xyxy=(1233,895,1489,916)
column-divider xyxy=(451,28,452,2138)
column-5 xyxy=(1126,28,1596,1180)
clinic-ad xyxy=(1126,838,1596,1002)
doctor-details: (ΕΚΠΙ ΣΟΛΛΑΣ) 'Ειδικός Φυματιολόγος. Εσωτερικά νοσήματα. ΔΙΕΥΘΥΝΣΙΣ: Κατάστημα Χάνας. Ώραι 5—8 μ. μ. (483) xyxy=(456,862,674,900)
notice-title: ΔΗΜΟΣ ΞΑΝΘΗΣ xyxy=(726,952,855,968)
ad-brand: ΒΕΝΟΥΣ ΕΧΤΡΑ xyxy=(696,1300,885,1325)
notice-body: Παρακαλούνται αί Κοινότητες τής Μακεδονίας (Χαλκιδικής), καί Γεωργοί όπως διαπραγματευθούν τάς εκκρεμείς λογαριασμούς πρός την νέαν Γενικήν Διοίκησιν Η ΔΙΕΥΘΥΝΣΙΣ xyxy=(226,62,448,146)
news-body: Πληροφορούμεθα ότι ή έργατική έπιτροπή Άμυνης θά καλέση την προσεχή Κυριακήν τούς έργάτας εις συγκέντρωσιν διά τά ζητήματα τής πρόνοιας καί τής εργασίας. xyxy=(226,347,448,416)
column-divider xyxy=(1122,28,1123,2138)
ad-text: 'Αμερικανικόν 'Οδοντιατρείον xyxy=(1275,645,1447,658)
ad-text: 2282 Έκ τού Πρακτορείου Φωκαίας 1, τηλ. 33 xyxy=(1134,610,1411,622)
ad-title: ΑΤΜΟΠΛΟΙΑ ΙΘΑΚΗΣ xyxy=(1233,533,1489,558)
